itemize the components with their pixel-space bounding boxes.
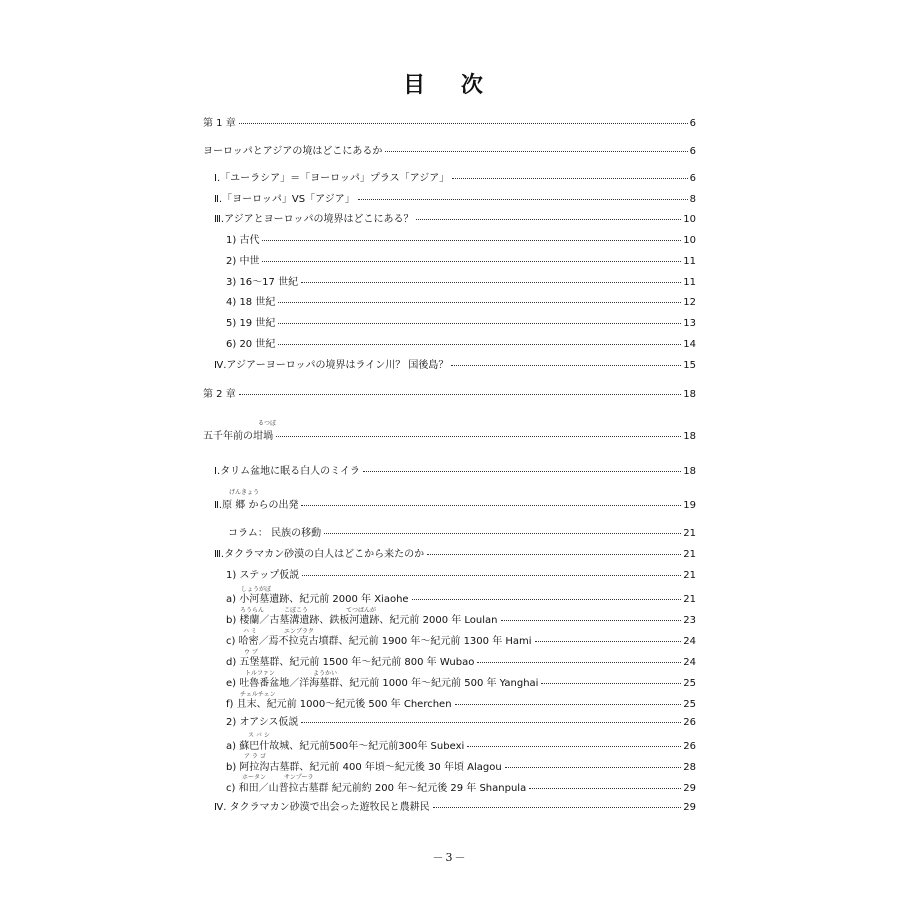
toc-entry[interactable] <box>214 499 696 513</box>
toc-entry-label: Ⅰ.タリム盆地に眠る白人のミイラ <box>214 466 360 477</box>
leader-dots <box>455 703 682 705</box>
toc-entry-page: 6 <box>689 118 696 129</box>
leader-dots <box>301 281 681 283</box>
ruby-annotation: るつぼ <box>258 420 276 427</box>
toc-entry[interactable] <box>214 172 696 186</box>
toc-entry-label: a) 小河墓遺跡、紀元前 2000 年 Xiaohe <box>226 594 409 605</box>
toc-entry-label: f) 且末、紀元前 1000～紀元後 500 年 Cherchen <box>226 699 452 710</box>
toc-entry-label: 2) 中世 <box>226 256 260 267</box>
leader-dots <box>262 260 681 262</box>
toc-entry[interactable] <box>226 569 696 583</box>
leader-dots <box>529 787 681 789</box>
ruby-annotation: トルファン <box>245 670 275 677</box>
toc-entry[interactable] <box>203 430 696 444</box>
leader-dots <box>535 640 682 642</box>
toc-entry[interactable] <box>226 656 696 670</box>
leader-dots <box>385 150 687 152</box>
toc-entry-page: 15 <box>683 360 696 371</box>
toc-entry-page: 18 <box>683 431 696 442</box>
toc-entry-page: 21 <box>683 570 696 581</box>
leader-dots <box>363 470 681 472</box>
ruby-annotation: ハ ミ <box>243 628 257 635</box>
toc-entry-page: 26 <box>683 717 696 728</box>
toc-entry-page: 18 <box>683 466 696 477</box>
toc-entry-label: c) 和田／山普拉古墓群 紀元前約 200 年～紀元後 29 年 Shanpula <box>226 783 527 794</box>
toc-entry-page: 13 <box>683 318 696 329</box>
toc-entry[interactable] <box>214 213 696 227</box>
toc-entry-page: 6 <box>689 173 696 184</box>
toc-entry-page: 21 <box>683 528 696 539</box>
ruby-annotation: こぼこう <box>284 607 309 614</box>
toc-entry-label: 五千年前の坩堝 <box>203 431 273 442</box>
toc-entry-page: 6 <box>689 146 696 157</box>
toc-entry[interactable] <box>226 782 696 796</box>
leader-dots <box>358 198 688 200</box>
leader-dots <box>412 598 682 600</box>
ruby-annotation: ホータン <box>242 774 267 781</box>
toc-entry[interactable] <box>226 255 696 269</box>
toc-entry-page: 11 <box>683 256 696 267</box>
leader-dots <box>262 239 681 241</box>
toc-entry[interactable] <box>226 761 696 775</box>
ruby-annotation: ウ ブ <box>244 649 258 656</box>
toc-entry-label: Ⅳ.アジアーヨーロッパの境界はライン川？ 国後島？ <box>214 360 449 371</box>
toc-entry[interactable] <box>226 234 696 248</box>
toc-entry-label: Ⅳ. タクラマカン砂漠で出会った遊牧民と農耕民 <box>214 802 430 813</box>
page-number: －3－ <box>432 851 468 864</box>
toc-entry[interactable] <box>203 145 696 159</box>
toc-entry-label: e) 吐魯番盆地／洋海墓群、紀元前 1000 年～紀元前 500 年 Yanghai <box>226 678 539 689</box>
toc-entry-page: 21 <box>683 594 696 605</box>
ruby-annotation: げんきょう <box>229 489 260 496</box>
ruby-annotation: ス バ シ <box>248 732 270 739</box>
toc-entry-label: 5) 19 世紀 <box>226 318 276 329</box>
ruby-annotation: しょうがぼ <box>241 586 272 593</box>
toc-entry[interactable] <box>226 635 696 649</box>
leader-dots <box>239 122 688 124</box>
toc-entry[interactable] <box>226 740 696 754</box>
ruby-annotation: チェルチェン <box>240 691 276 698</box>
toc-entry[interactable] <box>203 388 696 402</box>
toc-entry-label: コラム： 民族の移動 <box>228 528 322 539</box>
toc-entry-page: 19 <box>683 500 696 511</box>
leader-dots <box>301 504 681 506</box>
toc-entry[interactable] <box>226 276 696 290</box>
toc-entry-label: ヨーロッパとアジアの境はどこにあるか <box>203 146 383 157</box>
toc-entry-page: 21 <box>683 549 696 560</box>
leader-dots <box>427 553 681 555</box>
leader-dots <box>505 766 682 768</box>
leader-dots <box>416 218 681 220</box>
toc-entry-label: Ⅲ.アジアとヨーロッパの境界はどこにある？ <box>214 214 414 225</box>
toc-entry-page: 28 <box>683 762 696 773</box>
toc-entry-label: b) 阿拉沟古墓群、紀元前 400 年頃～紀元後 30 年頃 Alagou <box>226 762 502 773</box>
toc-entry[interactable] <box>226 698 696 712</box>
toc-entry[interactable] <box>226 338 696 352</box>
toc-entry-page: 18 <box>683 389 696 400</box>
toc-entry-label: 4) 18 世紀 <box>226 297 276 308</box>
toc-entry-label: a) 蘇巴什故城、紀元前500年～紀元前300年 Subexi <box>226 741 465 752</box>
leader-dots <box>301 721 681 723</box>
toc-entry-page: 23 <box>683 615 696 626</box>
toc-entry-label: 3) 16～17 世紀 <box>226 277 299 288</box>
leader-dots <box>278 343 681 345</box>
toc-entry-label: 6) 20 世紀 <box>226 339 276 350</box>
toc-entry[interactable] <box>226 296 696 310</box>
leader-dots <box>433 806 682 808</box>
ruby-annotation: エンブラク <box>284 628 315 635</box>
toc-entry-page: 25 <box>683 678 696 689</box>
page-title: 目 次 <box>403 73 497 98</box>
toc-entry[interactable] <box>226 317 696 331</box>
leader-dots <box>541 682 681 684</box>
leader-dots <box>239 393 682 395</box>
leader-dots <box>451 364 681 366</box>
toc-entry[interactable] <box>214 359 696 373</box>
leader-dots <box>467 745 681 747</box>
ruby-annotation: ようかい <box>313 670 338 677</box>
leader-dots <box>324 532 681 534</box>
toc-entry-label: Ⅰ.「ユーラシア」＝「ヨーロッパ」プラス「アジア」 <box>214 173 450 184</box>
ruby-annotation: サンプーラ <box>284 774 314 781</box>
ruby-annotation: ア ラ ゴ <box>244 753 266 760</box>
toc-entry-page: 8 <box>689 194 696 205</box>
toc-entry[interactable] <box>228 527 696 541</box>
toc-entry-label: Ⅱ.原 郷 からの出発 <box>214 500 299 511</box>
leader-dots <box>302 574 681 576</box>
toc-entry-label: Ⅲ.タクラマカン砂漠の白人はどこから来たのか <box>214 549 425 560</box>
toc-entry-page: 24 <box>683 657 696 668</box>
toc-entry-label: 第 1 章 <box>203 118 236 129</box>
toc-entry[interactable] <box>214 465 696 479</box>
toc-entry[interactable] <box>226 614 696 628</box>
ruby-annotation: ろうらん <box>240 607 265 614</box>
toc-entry-label: d) 五堡墓群、紀元前 1500 年～紀元前 800 年 Wubao <box>226 657 475 668</box>
toc-entry-page: 10 <box>683 214 696 225</box>
toc-entry-label: c) 哈密／焉不拉克古墳群、紀元前 1900 年～紀元前 1300 年 Hami <box>226 636 532 647</box>
toc-entry-page: 11 <box>683 277 696 288</box>
toc-entry[interactable] <box>203 117 696 131</box>
toc-entry-label: 1) ステップ仮説 <box>226 570 300 581</box>
toc-entry[interactable] <box>226 593 696 607</box>
leader-dots <box>278 301 681 303</box>
toc-entry-page: 24 <box>683 636 696 647</box>
toc-entry[interactable] <box>214 193 696 207</box>
toc-entry[interactable] <box>226 716 696 730</box>
toc-entry-label: 1) 古代 <box>226 235 260 246</box>
toc-entry-label: b) 楼蘭／古墓溝遺跡、鉄板河遺跡、紀元前 2000 年 Loulan <box>226 615 498 626</box>
leader-dots <box>452 177 687 179</box>
leader-dots <box>477 661 681 663</box>
leader-dots <box>276 435 681 437</box>
toc-entry-page: 26 <box>683 741 696 752</box>
toc-entry[interactable] <box>214 548 696 562</box>
toc-entry-page: 29 <box>683 783 696 794</box>
toc-entry-page: 12 <box>683 297 696 308</box>
toc-entry-label: Ⅱ.「ヨーロッパ」VS「アジア」 <box>214 194 355 205</box>
toc-entry-page: 29 <box>683 802 696 813</box>
leader-dots <box>501 619 682 621</box>
toc-entry[interactable] <box>214 801 696 815</box>
toc-entry-label: 第 2 章 <box>203 389 236 400</box>
ruby-annotation: てつばんが <box>346 607 377 614</box>
toc-entry-page: 10 <box>683 235 696 246</box>
toc-entry-page: 25 <box>683 699 696 710</box>
toc-entry-page: 14 <box>683 339 696 350</box>
toc-entry-label: 2) オアシス仮説 <box>226 717 299 728</box>
leader-dots <box>278 322 681 324</box>
toc-entry[interactable] <box>226 677 696 691</box>
